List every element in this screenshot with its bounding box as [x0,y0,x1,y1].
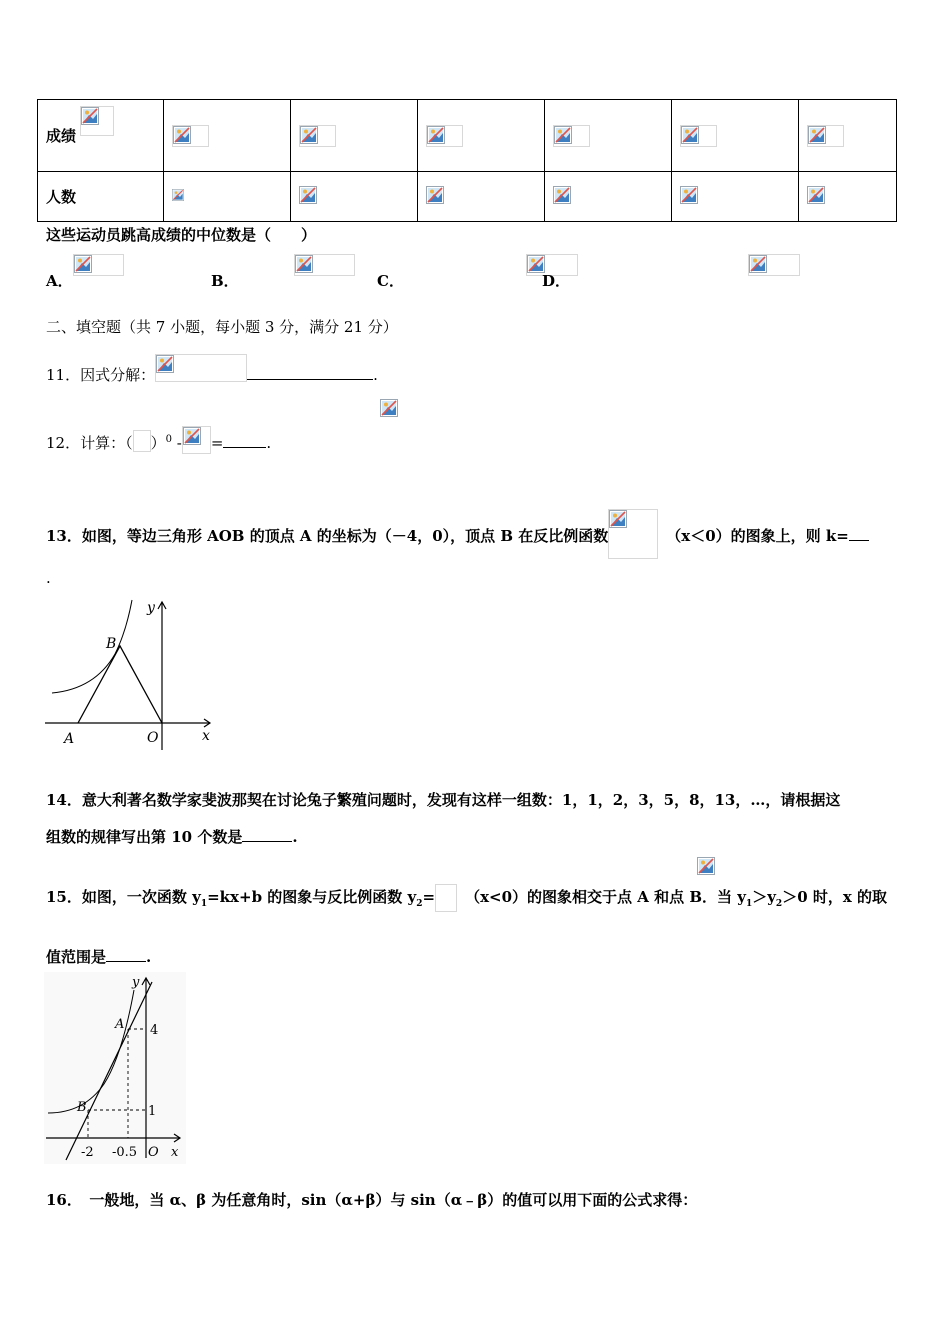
q13-end: . [46,569,51,587]
score-table [37,99,897,222]
broken-image-icon [748,254,800,276]
x-label: x [171,1145,179,1160]
broken-image-icon [299,125,336,147]
broken-image-icon [697,857,717,877]
question-13: 13．如图，等边三角形 AOB 的顶点 A 的坐标为（－4，0），顶点 B 在反比例函数 （x＜0）的图象上，则 k= [46,509,869,559]
answer-blank [849,526,869,541]
question-16: 16． 一般地，当 α、β 为任意角时，sin（α+β）与 sin（α﹣β）的值可以用下面的公式求得： [46,1191,698,1209]
answer-blank [223,433,266,448]
table-cell [418,172,545,222]
broken-image-icon [73,254,124,276]
table-cell [799,100,897,172]
point-b-label: B [106,636,117,652]
question-14-line1: 14．意大利著名数学家斐波那契在讨论兔子繁殖问题时，发现有这样一组数：1，1，2，3，5，8，13，…，请根据这 [46,791,841,809]
table-cell-label: 人数 [38,172,164,222]
broken-image-icon [155,354,247,382]
broken-image-icon [680,125,717,147]
y-label: y [132,975,140,990]
option-c-label: C． [377,272,404,290]
table-cell [418,100,545,172]
figure-15 [44,972,186,1164]
broken-image-icon [608,509,658,559]
broken-image-icon [807,125,844,147]
table-cell [164,100,291,172]
origin-label: O [148,1145,159,1160]
figure-13 [40,592,220,752]
table-row [38,100,897,172]
tick-m2: -2 [81,1145,94,1160]
table-cell [672,172,799,222]
broken-image-icon [807,186,823,208]
broken-image-icon [182,426,211,454]
table-cell [291,172,418,222]
answer-blank [247,365,373,380]
triangle-aob [78,646,162,723]
question-11: 11．因式分解： . [46,354,378,385]
option-a-label: A． [46,272,73,290]
question-12: 12．计算：（ ）$^0$ - = . [46,426,271,454]
broken-image-icon [299,186,315,208]
q10-stem: 这些运动员跳高成绩的中位数是（ ） [46,226,317,244]
origin-label: O [147,730,159,746]
y-label: y [147,600,155,616]
table-cell [799,172,897,222]
table-cell [164,172,291,222]
fraction-box [435,884,457,912]
question-15-line1: 15．如图，一次函数 $y_1=kx+b$ 的图象与反比例函数 $y_2= (x<0)$的图象相交于点 A 和点 B．当 $y_1>y_2>0$ 时，x 的取 [46,884,887,912]
table-cell [291,100,418,172]
broken-image-icon [172,186,184,208]
table-cell [545,172,672,222]
answer-blank [242,827,292,842]
broken-image-icon [426,186,442,208]
table-cell-label: 成绩 [38,100,164,172]
answer-blank [106,947,146,962]
broken-image-icon [80,106,114,136]
point-a-label: A [64,731,75,747]
table-row [38,172,897,222]
tick-m05: -0.5 [112,1145,138,1160]
broken-image-icon [553,186,569,208]
section-title: 二、填空题（共 7 小题，每小题 3 分，满分 21 分） [46,318,398,336]
broken-image-icon [553,125,590,147]
broken-image-icon [294,254,355,276]
broken-image-icon [680,186,696,208]
point-b-label: B [77,1100,87,1115]
broken-image-icon [380,399,398,417]
table-cell [672,100,799,172]
tick-4: 4 [150,1023,159,1038]
question-14-line2: 组数的规律写出第 10 个数是 . [46,828,298,846]
broken-image-icon [172,125,209,147]
broken-image-icon [426,125,463,147]
tick-1: 1 [148,1104,157,1119]
option-b-label: B． [211,272,239,290]
table-cell [545,100,672,172]
x-label: x [202,728,210,744]
figure-background [44,972,186,1164]
point-a-label: A [115,1017,125,1032]
option-d-label: D． [542,272,571,290]
question-15-line2: 值范围是 . [46,948,152,966]
expression-box [133,430,151,452]
